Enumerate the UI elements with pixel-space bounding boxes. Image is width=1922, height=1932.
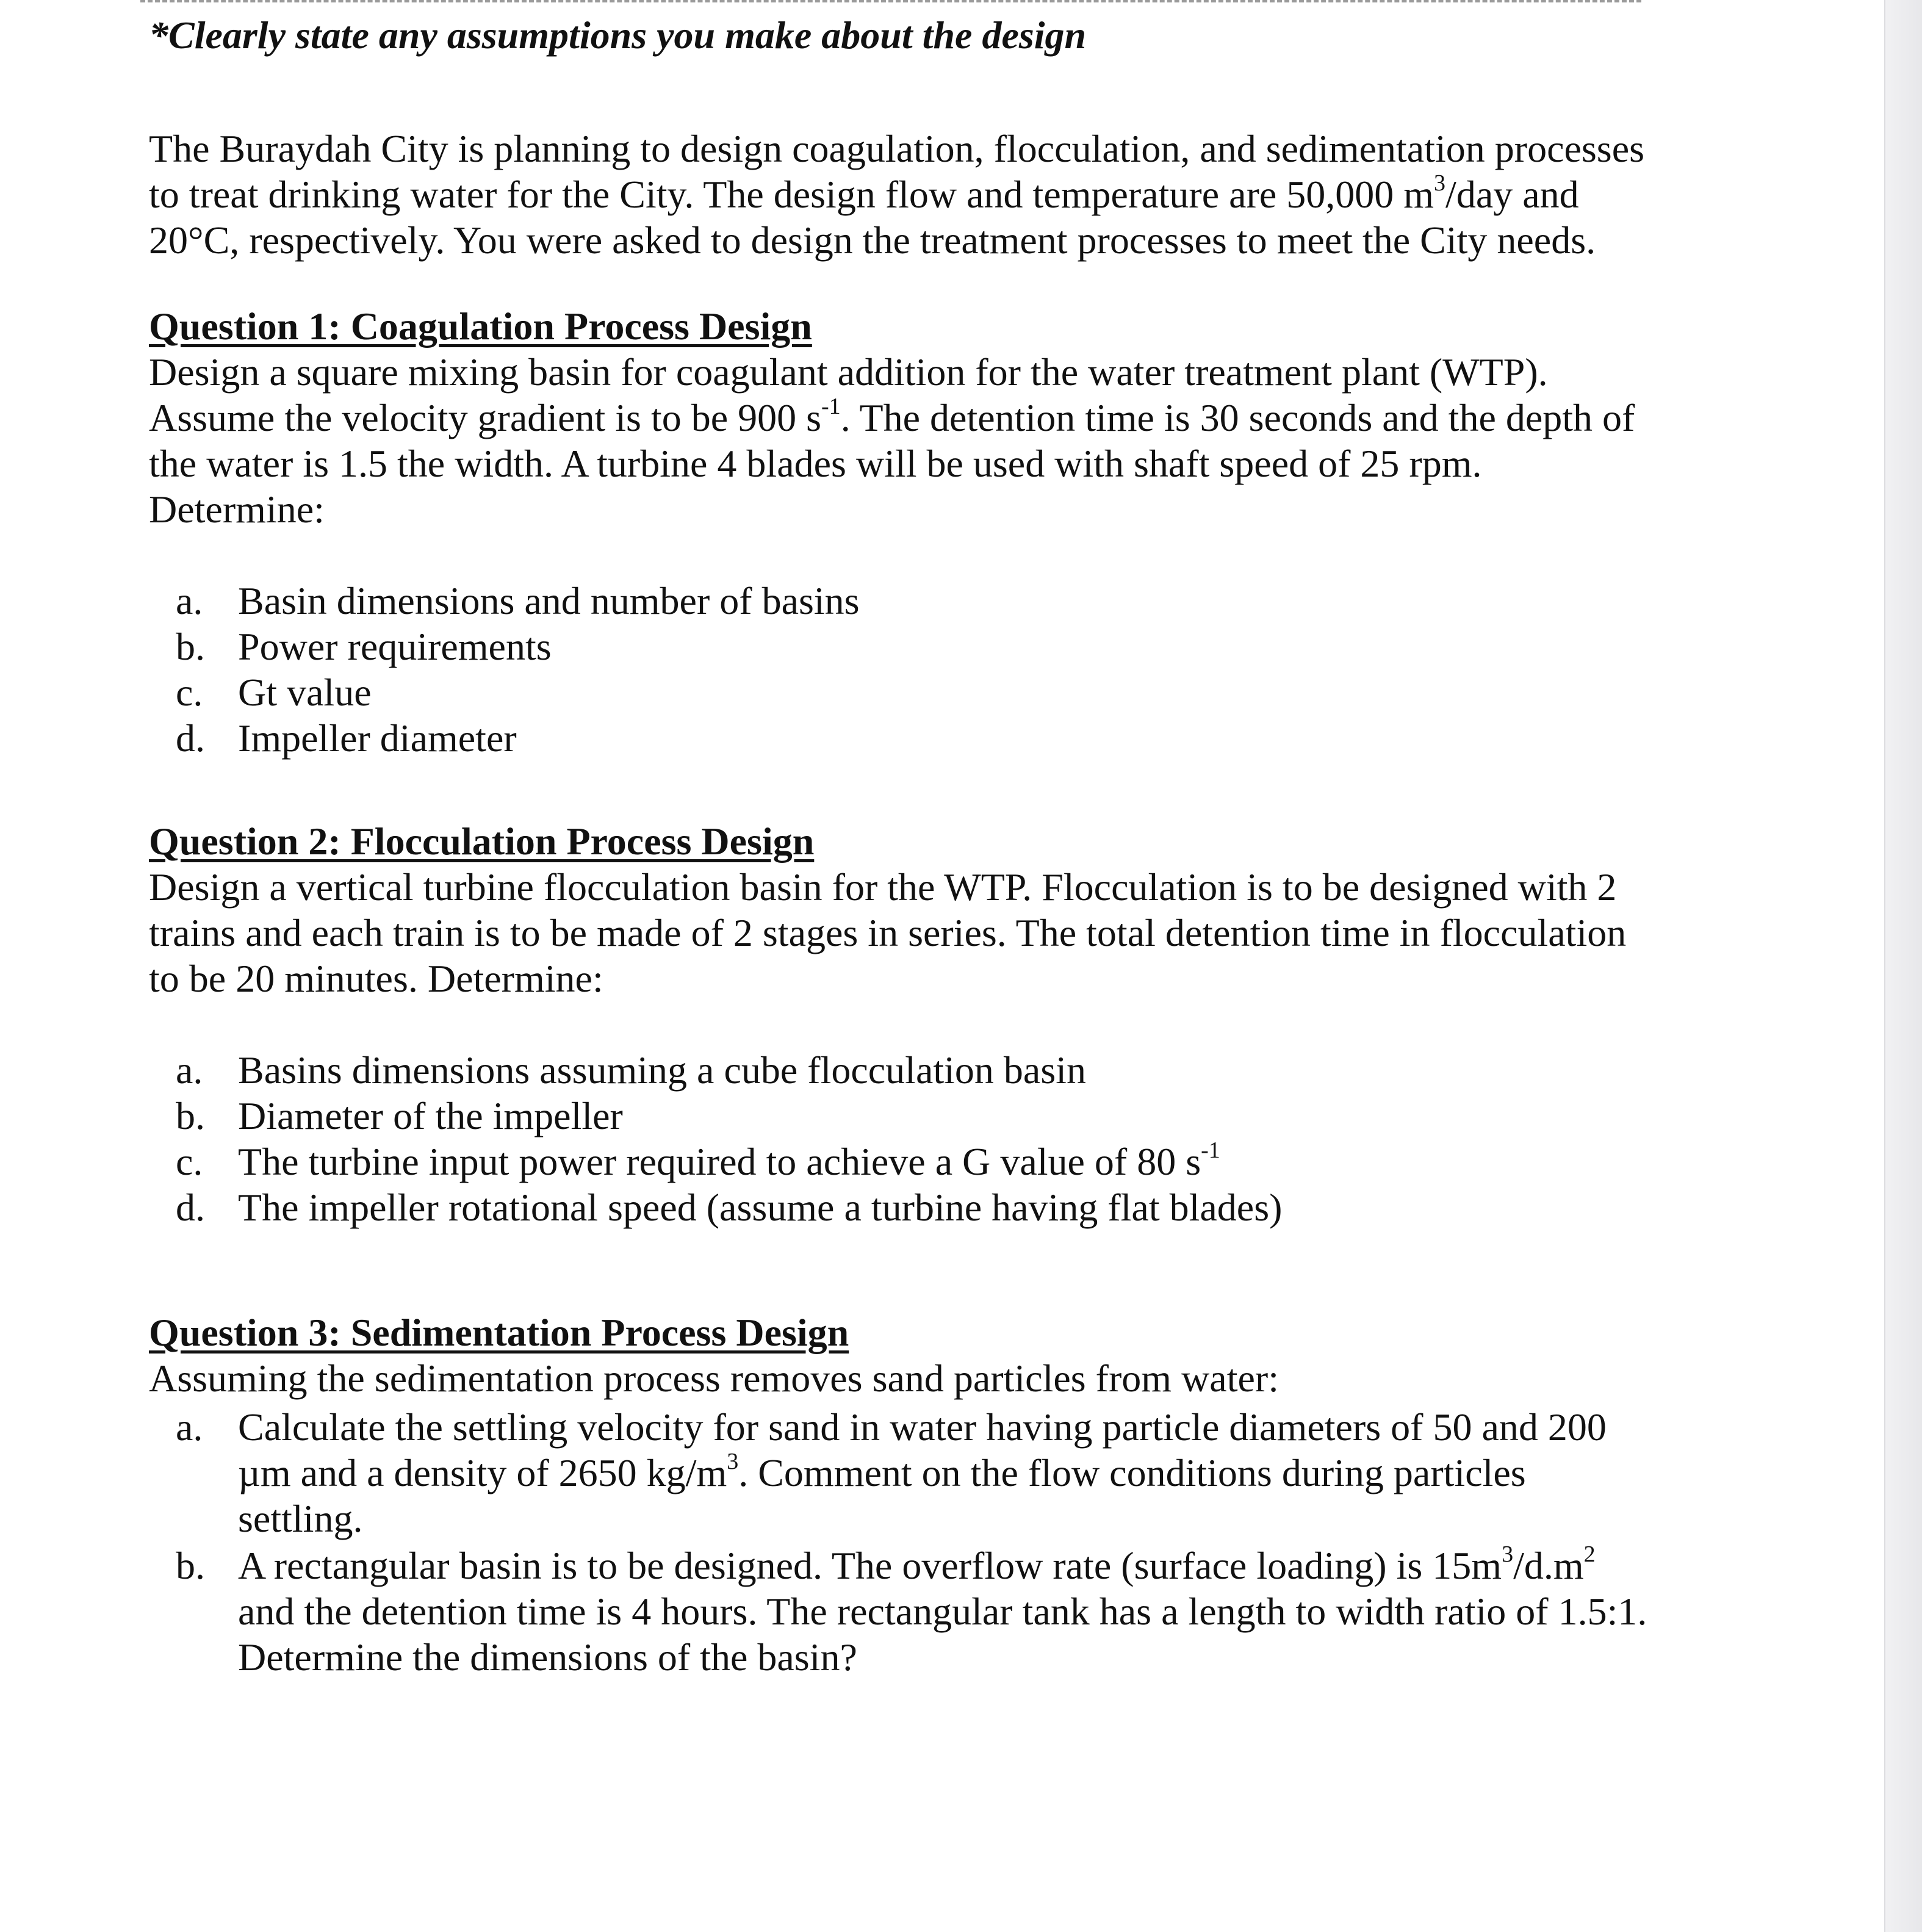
list-item: c. The turbine input power required to achieve a G value of 80 $s^{-1}$ [176, 1137, 1220, 1183]
question-3-title: Question 3: Sedimentation Process Design [149, 1311, 849, 1354]
list-item: c. Gt value [176, 671, 372, 714]
top-divider [140, 0, 1641, 2]
list-item: d. The impeller rotational speed (assume a turbine having flat blades) [176, 1186, 1283, 1229]
assumptions-note: *Clearly state any assumptions you make about the design [149, 13, 1087, 57]
question-1-title: Question 1: Coagulation Process Design [149, 305, 812, 348]
question-3-list [149, 1404, 1650, 1680]
scrollbar-track[interactable] [1884, 0, 1922, 1932]
question-2-list [149, 1047, 1650, 1230]
question-1-list [149, 578, 1650, 761]
list-item: a. Basins dimensions assuming a cube flocculation basin [176, 1048, 1086, 1092]
list-item: d. Impeller diameter [176, 716, 517, 760]
question-1-body: Design a square mixing basin for coagulant addition for the water treatment plant (WTP). Assume the velocity gradient is to be 900 $s^{-1}$. The detention time is 30 seconds and the depth of the water is 1.5 the width. A turbine 4 blades will be used with shaft speed of 25 rpm. Determine: [149, 350, 1635, 531]
list-item: b. Diameter of the impeller [176, 1094, 623, 1137]
document-content [149, 12, 1650, 1681]
list-item: a. Calculate the settling velocity for sand in water having particle diameters of 50 and 200 µm and a density of 2650 $kg/m^3$. Comment on the flow conditions during particles settling. [176, 1405, 1607, 1540]
list-item: a. Basin dimensions and number of basins [176, 579, 860, 622]
list-item: b. A rectangular basin is to be designed. The overflow rate (surface loading) is $15m^3/d.m^2$ and the detention time is 4 hours. The rectangular tank has a length to width ratio of 1.5:1. Determine the dimensions of the basin? [176, 1541, 1647, 1679]
list-item: b. Power requirements [176, 625, 552, 668]
question-2-body: Design a vertical turbine flocculation basin for the WTP. Flocculation is to be designed with 2 trains and each train is to be made of 2 stages in series. The total detention time in flocculation to be 20 minutes. Determine: [149, 865, 1627, 1000]
intro-paragraph: The Buraydah City is planning to design coagulation, flocculation, and sedimentation processes to treat drinking water for the City. The design flow and temperature are 50,000 $m^3$/day and 20°C, respectively. You were asked to design the treatment processes to meet the City needs. [149, 127, 1644, 262]
question-2-title: Question 2: Flocculation Process Design [149, 820, 815, 863]
question-3-body: Assuming the sedimentation process removes sand particles from water: [149, 1357, 1279, 1400]
